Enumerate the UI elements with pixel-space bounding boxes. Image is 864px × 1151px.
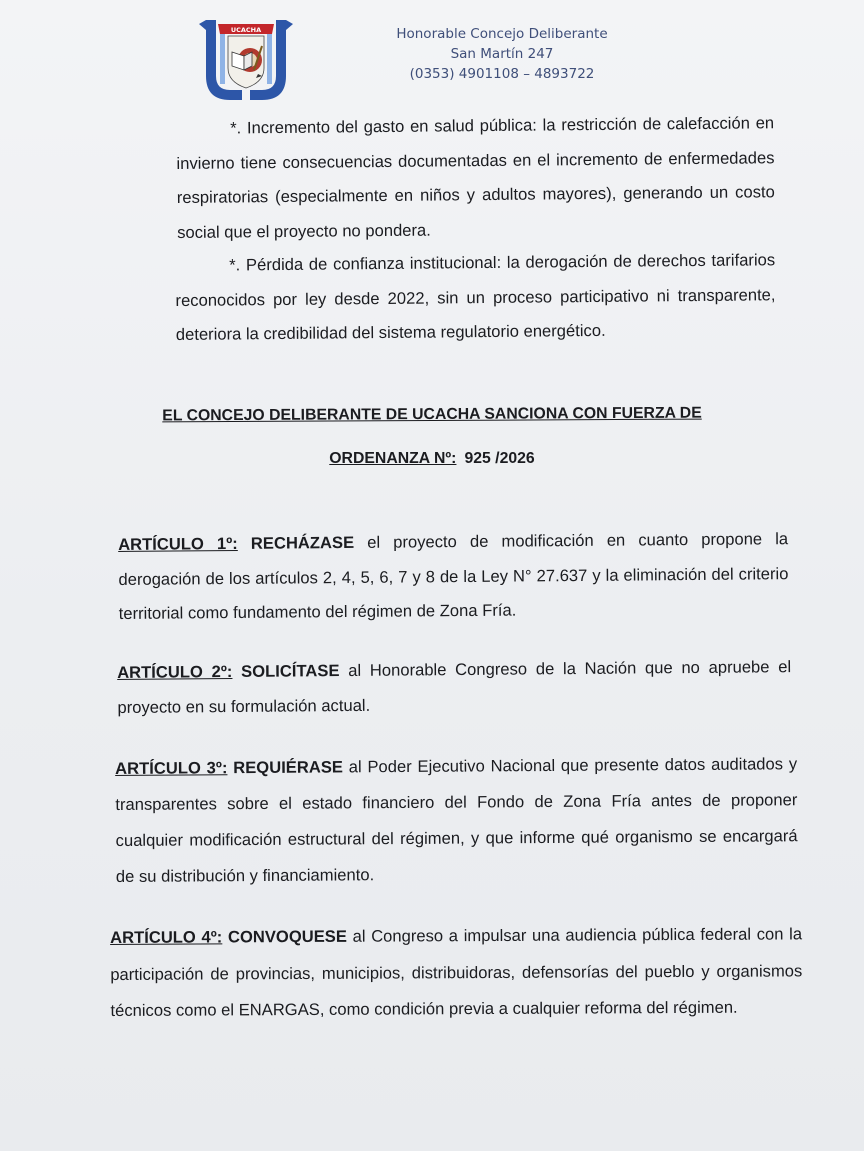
article-text: al Poder Ejecutivo Nacional que presente datos auditados y transparentes sobre el estado financiero del Fondo de Zona Fría antes de proponer cualquier modificación estructural del régimen, y que informe qué organismo se encargará de su distribución y financiamiento. <box>115 754 798 886</box>
bullet-marker: *. <box>229 255 241 275</box>
article-text: el proyecto de modificación en cuanto propone la derogación de los artículos 2, 4, 5, 6, 7 y 8 de la Ley N° 27.637 y la eliminación del criterio territorial como fundamento del régimen de Zona Fría. <box>118 529 789 623</box>
ucacha-coat-of-arms-logo <box>196 16 296 102</box>
bullet-paragraph-health <box>176 106 775 250</box>
article-text: al Honorable Congreso de la Nación que no apruebe el proyecto en su formulación actual. <box>117 657 792 717</box>
institution-name: Honorable Concejo Deliberante <box>396 26 608 42</box>
institution-address: San Martín 247 <box>450 46 554 62</box>
article-label: ARTÍCULO 4º: <box>110 927 223 947</box>
article-verb: RECHÁZASE <box>250 532 355 553</box>
letterhead <box>392 24 612 84</box>
article-verb: SOLICÍTASE <box>241 661 340 681</box>
article-label: ARTÍCULO 3º: <box>115 758 228 778</box>
ordinance-number-heading <box>0 450 864 468</box>
sanction-heading: EL CONCEJO DELIBERANTE DE UCACHA SANCIONA CON FUERZA DE <box>162 404 702 425</box>
article-verb: CONVOQUESE <box>227 926 347 947</box>
article-1 <box>118 522 789 631</box>
ordinance-number: 925 /2026 <box>464 450 535 467</box>
ordinance-label: ORDENANZA Nº: <box>329 450 457 467</box>
article-verb: REQUIÉRASE <box>233 757 344 778</box>
article-2 <box>117 650 792 725</box>
article-label: ARTÍCULO 1º: <box>118 533 238 554</box>
bullet-paragraph-trust <box>175 243 776 352</box>
bullet-text: Incremento del gasto en salud pública: la restricción de calefacción en invierno tiene consecuencias documentadas en el incremento de enfermedades respiratorias (especialmente en niños y adultos mayores), generando un costo social que el proyecto no pondera. <box>176 113 775 242</box>
logo-banner-text: UCACHA <box>230 26 262 34</box>
bullet-text: Pérdida de confianza institucional: la derogación de derechos tarifarios reconocidos por ley desde 2022, sin un proceso participativo ni transparente, deteriora la credibilidad del sistema regulatorio energético. <box>175 250 776 344</box>
article-label: ARTÍCULO 2º: <box>117 661 233 682</box>
article-3 <box>115 746 798 895</box>
bullet-marker: *. <box>230 118 242 138</box>
article-4 <box>110 916 803 1029</box>
institution-phone: (0353) 4901108 – 4893722 <box>409 66 595 82</box>
article-text: al Congreso a impulsar una audiencia pública federal con la participación de provincias, municipios, distribuidoras, defensorías del pueblo y organismos técnicos como el ENARGAS, como condición previa a cualquier reforma del régimen. <box>110 924 803 1020</box>
